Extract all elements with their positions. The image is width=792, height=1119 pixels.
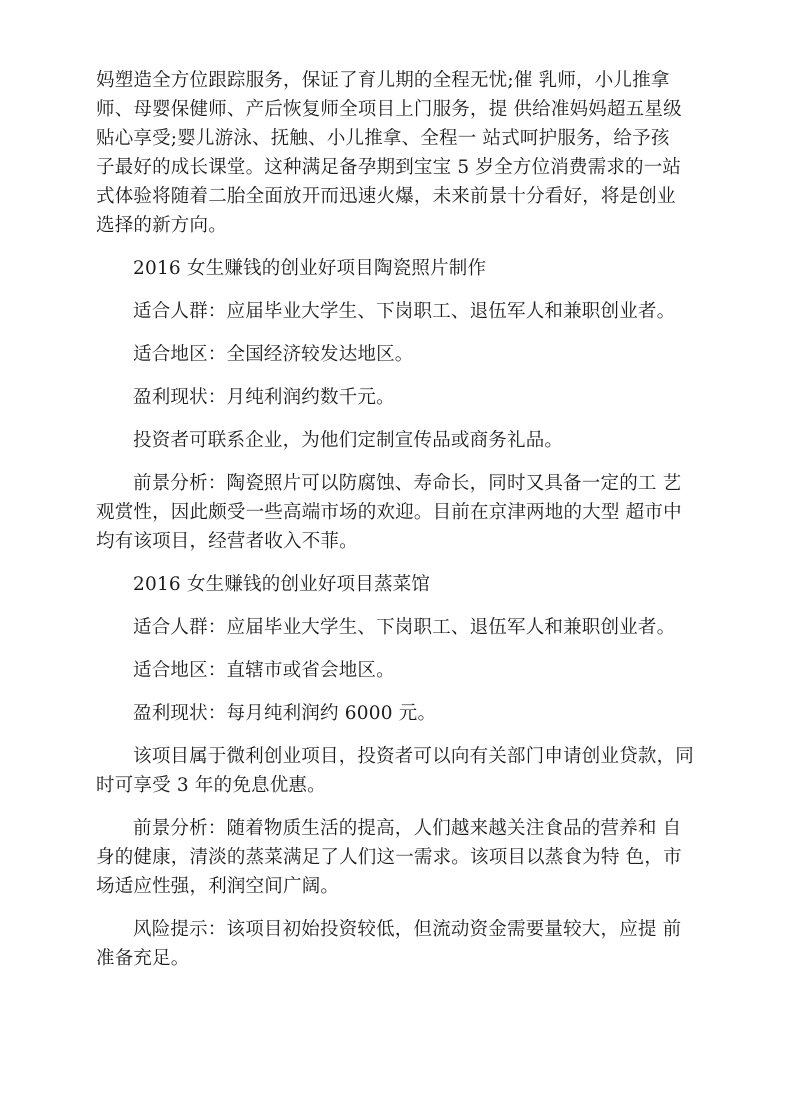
heading-text: 2016 女生赚钱的创业好项目蒸菜馆 — [133, 574, 431, 595]
paragraph-target-region-2 — [96, 656, 696, 685]
paragraph-prospect-analysis — [96, 469, 696, 556]
text-line: 场适应性强，利润空间广阔。 — [96, 876, 340, 897]
paragraph-micro-profit — [96, 742, 696, 800]
section-heading-ceramic-photo — [96, 254, 696, 283]
text-line: 妈塑造全方位跟踪服务，保证了育儿期的全程无忧;催 乳师，小儿推拿 — [96, 70, 670, 91]
text-line: 风险提示：该项目初始投资较低，但流动资金需要量较大，应提 前 — [133, 919, 682, 940]
text-line: 适合人群：应届毕业大学生、下岗职工、退伍军人和兼职创业者。 — [133, 301, 676, 322]
text-line: 师、母婴保健师、产后恢复师全项目上门服务，提 供给准妈妈超五星级 — [96, 99, 682, 120]
text-line: 适合地区：直辖市或省会地区。 — [133, 660, 395, 681]
paragraph-investor-note — [96, 426, 696, 455]
text-line: 时可享受 3 年的免息优惠。 — [96, 775, 326, 796]
text-line: 式体验将随着二胎全面放开而迅速火爆，未来前景十分看好，将是创业 — [96, 186, 676, 207]
paragraph-prospect-analysis-2 — [96, 814, 696, 901]
paragraph-intro-continued — [96, 66, 696, 240]
paragraph-profit-status-2 — [96, 699, 696, 728]
text-line: 贴心享受;婴儿游泳、抚触、小儿推拿、全程一 站式呵护服务，给予孩 — [96, 128, 670, 149]
text-line: 子最好的成长课堂。这种满足备孕期到宝宝 5 岁全方位消费需求的一站 — [96, 157, 682, 178]
text-line: 投资者可联系企业，为他们定制宣传品或商务礼品。 — [133, 430, 564, 451]
text-line: 身的健康，清淡的蒸菜满足了人们这一需求。该项目以蒸食为特 色，市 — [96, 847, 682, 868]
section-heading-steamed-dishes — [96, 570, 696, 599]
text-line: 适合地区：全国经济较发达地区。 — [133, 344, 414, 365]
paragraph-target-region — [96, 340, 696, 369]
paragraph-target-group — [96, 297, 696, 326]
paragraph-target-group-2 — [96, 613, 696, 642]
text-line: 选择的新方向。 — [96, 215, 227, 236]
text-line: 该项目属于微利创业项目，投资者可以向有关部门申请创业贷款，同 — [133, 746, 695, 767]
text-line: 盈利现状：每月纯利润约 6000 元。 — [133, 703, 437, 724]
paragraph-profit-status — [96, 383, 696, 412]
text-line: 前景分析：陶瓷照片可以防腐蚀、寿命长，同时又具备一定的工 艺 — [133, 473, 682, 494]
paragraph-risk-warning — [96, 915, 696, 973]
heading-text: 2016 女生赚钱的创业好项目陶瓷照片制作 — [133, 258, 487, 279]
text-line: 均有该项目，经营者收入不菲。 — [96, 531, 358, 552]
text-line: 观赏性，因此颇受一些高端市场的欢迎。目前在京津两地的大型 超市中 — [96, 502, 682, 523]
document-page — [96, 66, 696, 987]
text-line: 前景分析：随着物质生活的提高，人们越来越关注食品的营养和 自 — [133, 818, 682, 839]
text-line: 适合人群：应届毕业大学生、下岗职工、退伍军人和兼职创业者。 — [133, 617, 676, 638]
text-line: 盈利现状：月纯利润约数千元。 — [133, 387, 395, 408]
text-line: 准备充足。 — [96, 948, 190, 969]
